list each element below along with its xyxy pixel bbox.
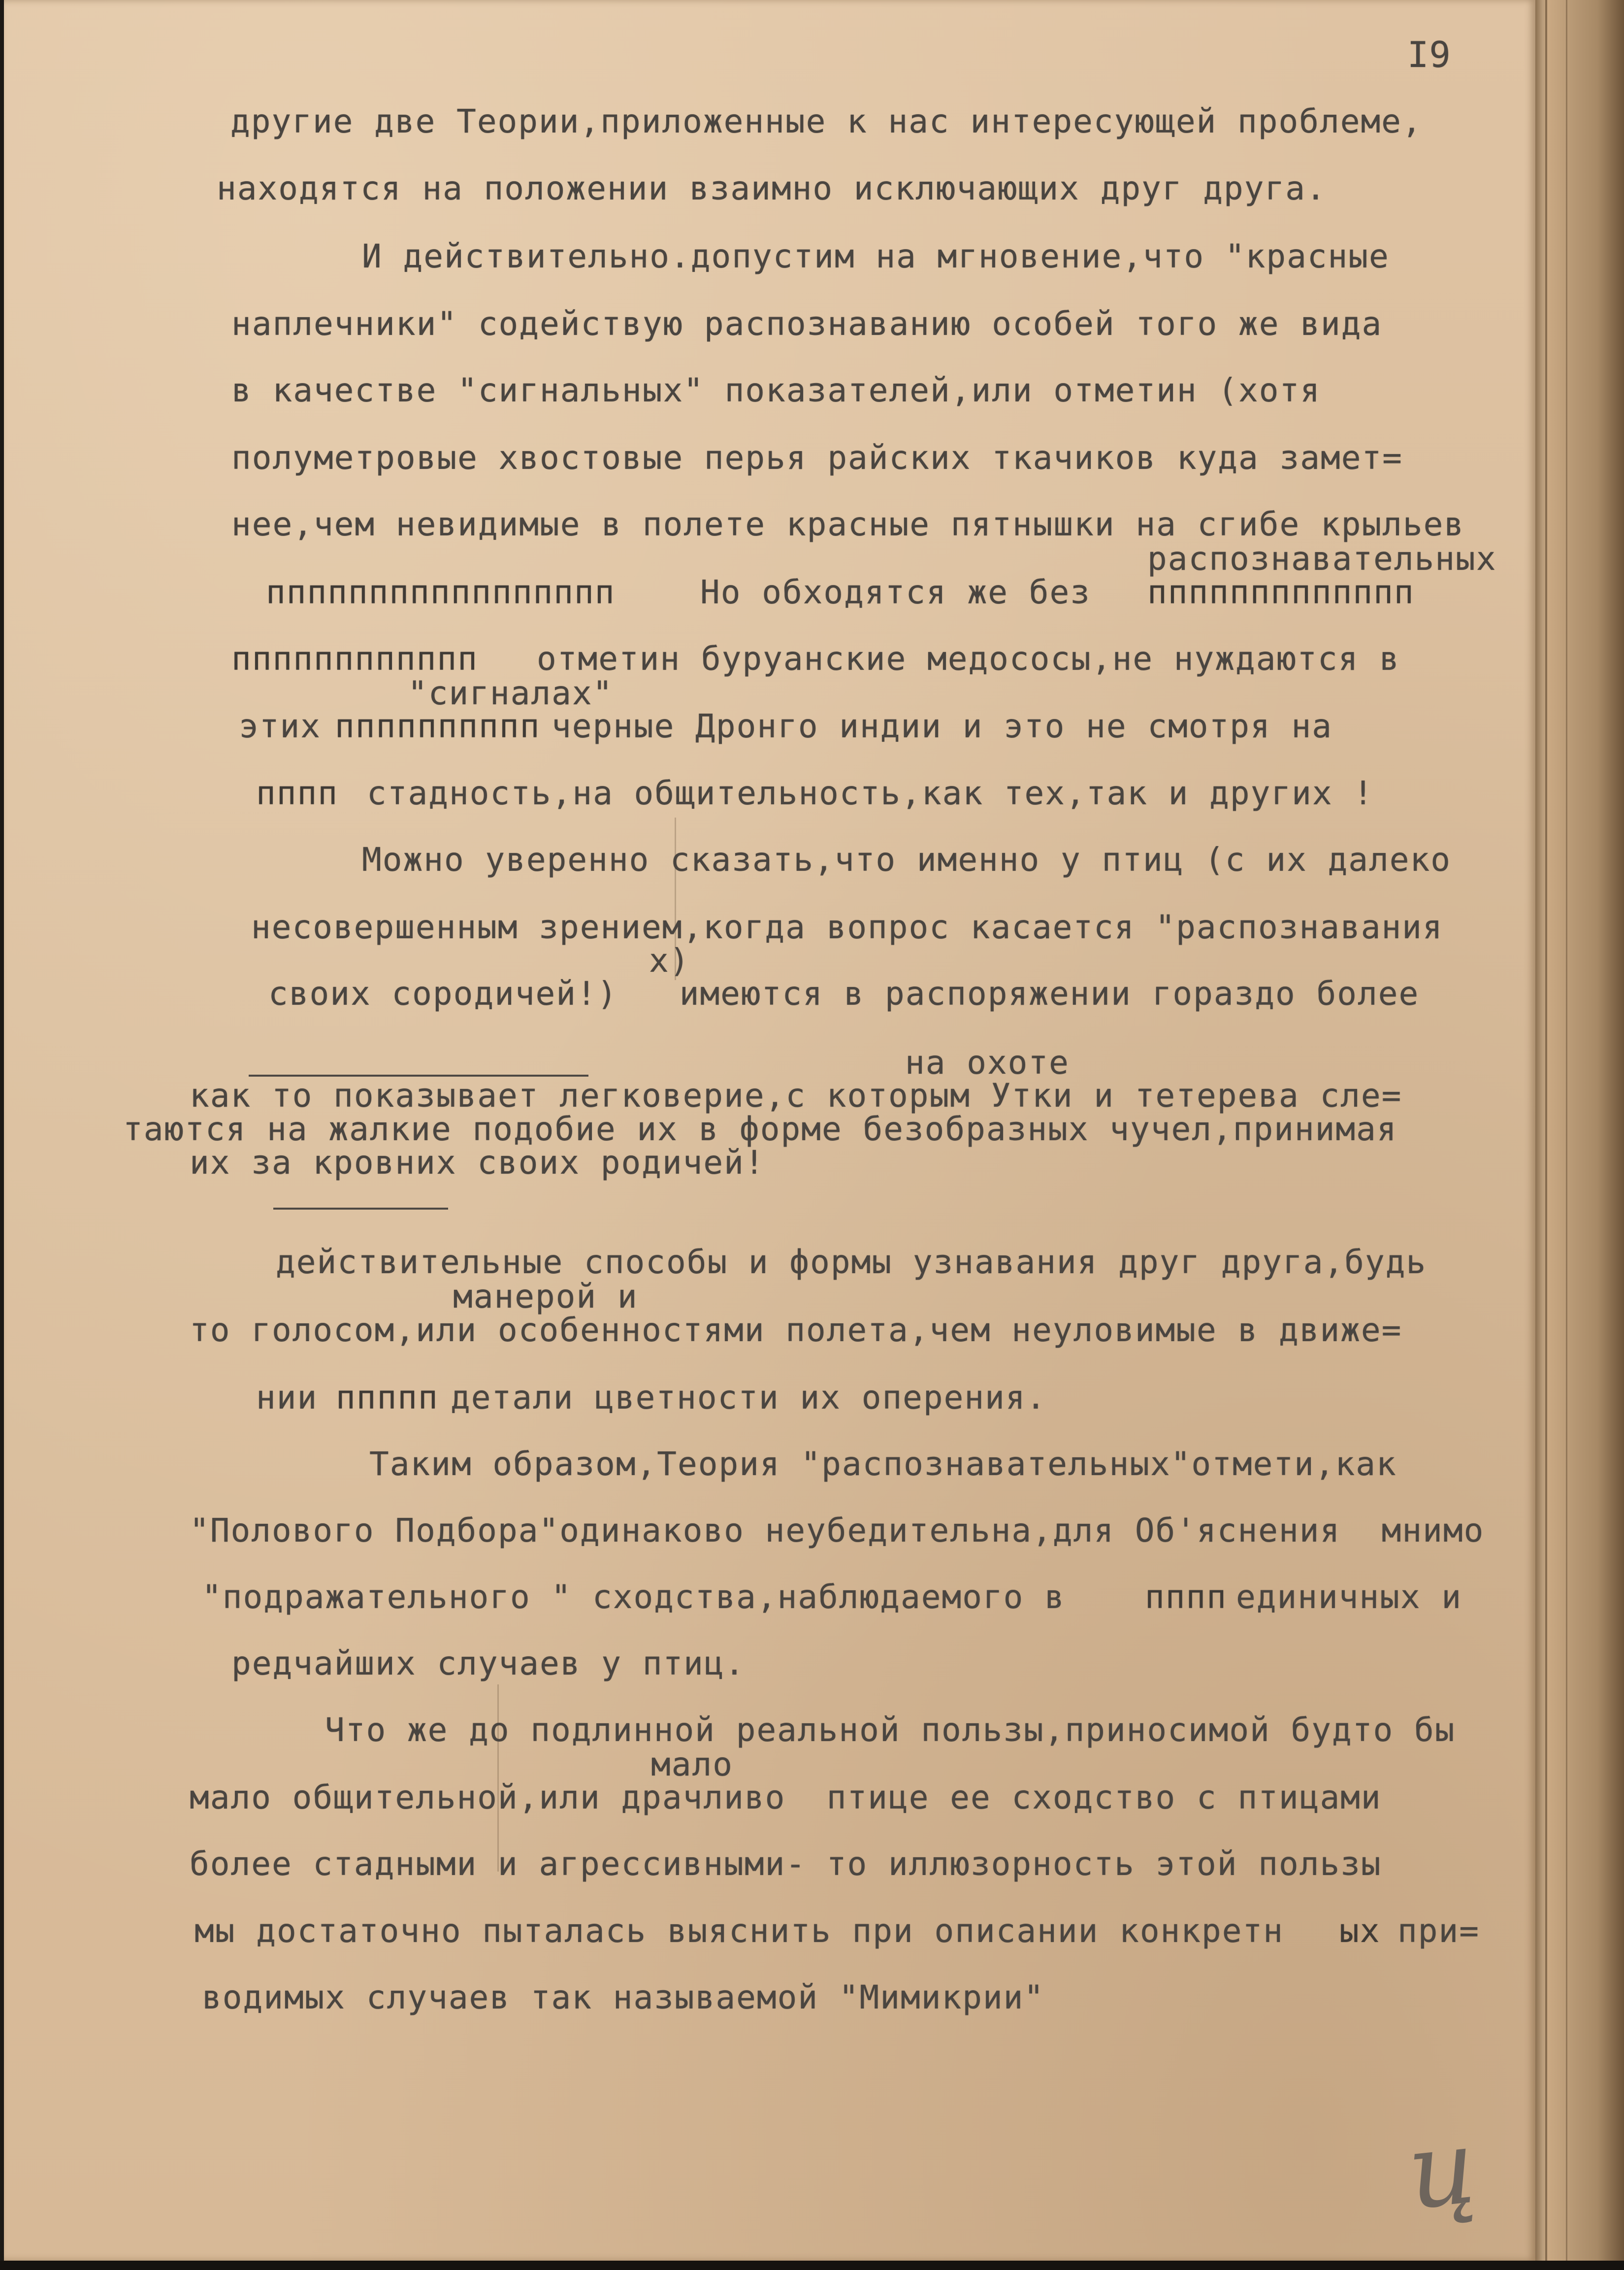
page-number: I9 (1407, 34, 1451, 75)
text-line: мы достаточно пыталась выяснить при описании конкретн (195, 1912, 1284, 1950)
struck-out-text: пппп (1145, 1578, 1227, 1616)
handwritten-page-mark: ų (1402, 2106, 1481, 2233)
footnote-separator (273, 1208, 448, 1210)
text-line: детали цветности их оперения. (451, 1379, 1047, 1416)
text-line: этих (239, 707, 321, 745)
text-line: более стадными и агрессивными- то иллюзорность этой пользы (190, 1845, 1382, 1883)
struck-out-text: ппппп (336, 1379, 439, 1416)
text-line: наплечники" содействую распознаванию особей того же вида (231, 305, 1383, 343)
text-line: мало общительной,или драчливо птице ее сходство с птицами (190, 1778, 1382, 1816)
text-line: нии (256, 1379, 318, 1416)
interlinear-insertion: "сигналах" (408, 674, 614, 712)
page-edge-line (1545, 0, 1547, 2270)
footnote-line: таются на жалкие подобие их в форме безобразных чучел,принимая (123, 1110, 1397, 1148)
struck-out-text: пппппппппппп (231, 640, 478, 678)
text-line: единичных и (1236, 1578, 1462, 1616)
text-line: действительные способы и формы узнавания друг друга,будь (276, 1243, 1427, 1281)
struck-out-text: пппппппппп (335, 707, 541, 745)
interlinear-insertion: мало (651, 1745, 733, 1783)
interlinear-insertion: манерой и (453, 1278, 638, 1316)
text-line: редчайших случаев у птиц. (231, 1645, 746, 1682)
text-line: Можно уверенно сказать,что именно у птиц (с их далеко (362, 841, 1451, 879)
text-line: "Полового Подбора"одинаково неубедительна,для Об'яснения мнимо (190, 1512, 1485, 1549)
page-edge-line (1566, 0, 1567, 2270)
text-line: "подражательного " сходства,наблюдаемого в (202, 1578, 1065, 1616)
footnote-line: как то показывает легковерие,с которым Утки и тетерева сле= (190, 1077, 1402, 1115)
text-line: Но обходятся же без (700, 573, 1091, 611)
text-line: находятся на положении взаимно исключающих друг друга. (217, 169, 1327, 207)
footnote-marker: х) (649, 942, 690, 980)
text-line: черные Дронго индии и это не смотря на (552, 707, 1332, 745)
text-line: полуметровые хвостовые перья райских ткачиков куда замет= (231, 439, 1403, 477)
struck-out-text: ппппппппппппп (1147, 573, 1415, 611)
text-line: нее,чем невидимые в полете красные пятнышки на сгибе крыльев (231, 505, 1465, 543)
text-line: другие две Теории,приложенные к нас интересующей проблеме, (230, 102, 1423, 140)
interlinear-insertion: на охоте (905, 1044, 1070, 1082)
struck-out-text: пппп (256, 774, 338, 812)
scan-border (0, 2261, 1624, 2270)
struck-out-text: ппппппппппппппппп (266, 573, 616, 611)
interlinear-insertion: распознавательных (1147, 540, 1497, 578)
text-line: несовершенным зрением,когда вопрос касается "распознавания (251, 908, 1443, 946)
text-line: Что же до подлинной реальной пользы,приносимой будто бы (325, 1711, 1456, 1749)
text-line: Таким образом,Теория "распознавательных"отмети,как (369, 1445, 1397, 1483)
footnote-line: их за кровних своих родичей! (190, 1144, 765, 1182)
text-line: отметин буруанские медососы,не нуждаются в (537, 640, 1400, 678)
page-edge-stack (1535, 0, 1624, 2270)
text-line: своих сородичей!) имеются в распоряжении гораздо более (268, 975, 1420, 1013)
struck-out-text: ых (1339, 1912, 1381, 1950)
text-line: стадность,на общительность,как тех,так и других ! (367, 774, 1374, 812)
text-line: в качестве "сигнальных" показателей,или отметин (хотя (231, 371, 1321, 409)
text-line: водимых случаев так называемой "Мимикрии" (202, 1978, 1045, 2016)
text-line: И действительно.допустим на мгновение,что "красные (362, 237, 1390, 275)
text-line: при= (1397, 1912, 1480, 1950)
text-line: то голосом,или особенностями полета,чем неуловимые в движе= (190, 1311, 1402, 1349)
